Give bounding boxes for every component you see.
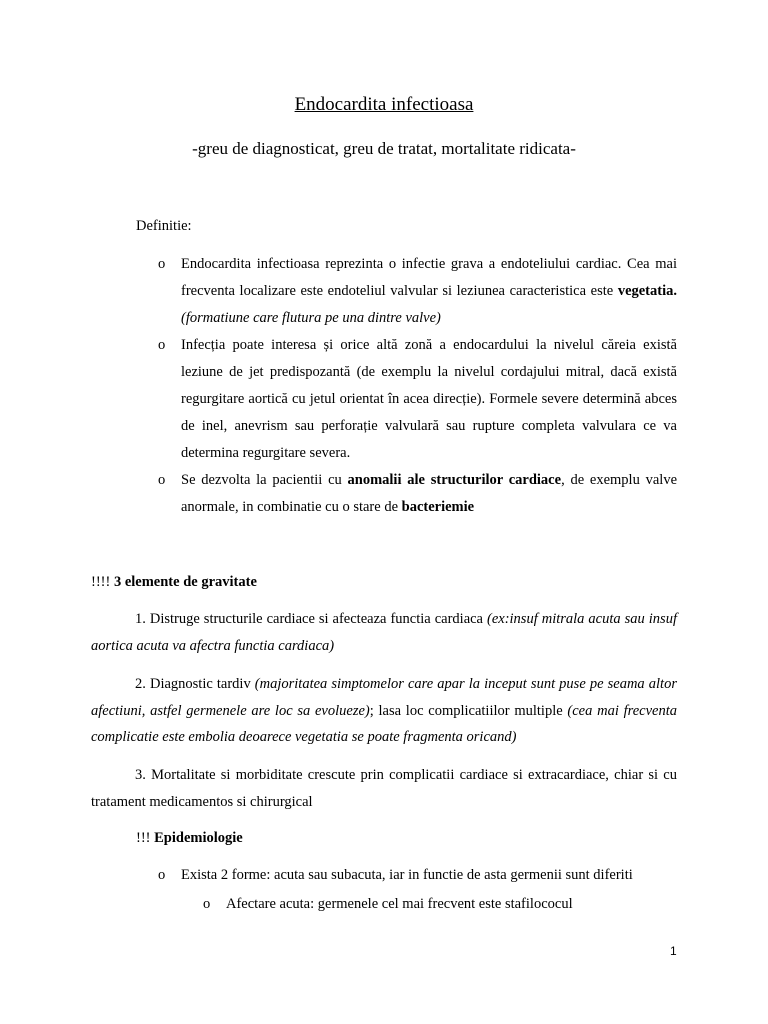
definitie-item-2-text: Infecția poate interesa și orice altă zonă a endocardului la nivelul căreia există leziune de jet predispozantă (de exemplu la nivelul cordajului mitral, dacă există regurgitare aortică cu jetul orientat în acea direcție). Formele severe determină abces de inel, anevrism sau perforație valvulară sau rupture completa valvulara ce va determina regurgitare severa. — [181, 337, 677, 461]
definitie-label: Definitie: — [136, 218, 192, 234]
gravitate-item-1 — [91, 606, 677, 659]
epidemiologie-item-1-text: Exista 2 forme: acuta sau subacuta, iar in functie de asta germenii sunt diferiti — [181, 867, 633, 883]
bullet-marker: o — [158, 256, 166, 272]
gravitate-heading-text: 3 elemente de gravitate — [113, 574, 257, 590]
epidemiologie-heading — [136, 830, 243, 847]
epidemiologie-prefix: !!! — [136, 830, 155, 846]
definitie-item-1-italic: (formatiune care flutura pe una dintre valve) — [181, 310, 441, 326]
gravitate-heading — [91, 574, 257, 591]
gravitate-item-3 — [91, 762, 677, 815]
definitie-item-1-bold: vegetatia. — [617, 283, 677, 299]
gravitate-item-3-text: 3. Mortalitate si morbiditate crescute prin complicatii cardiace si extracardiace, chiar si cu tratament medicamentos si chirurgical — [91, 767, 677, 810]
epidemiologie-subitem-1-text: Afectare acuta: germenele cel mai frecvent este stafilococul — [226, 896, 573, 912]
gravitate-item-1-text: 1. Distruge structurile cardiace si afecteaza functia cardiaca — [135, 611, 487, 627]
definitie-item-3-text-middle: , de exemplu valve anormale, in combinatie cu o stare de — [181, 472, 677, 515]
definitie-item-1 — [158, 251, 677, 332]
definitie-item-3-text-before: Se dezvolta la pacientii cu — [181, 472, 348, 488]
page-title: Endocardita infectioasa — [294, 94, 474, 115]
bullet-marker: o — [158, 867, 166, 883]
epidemiologie-item-1 — [158, 862, 677, 889]
gravitate-item-2-text: 2. Diagnostic tardiv — [135, 676, 255, 692]
gravitate-item-2-italic-2: (cea mai frecventa complicatie este embolia deoarece vegetatia se poate fragmenta oricand) — [91, 702, 677, 745]
definitie-item-3-bold-2: bacteriemie — [401, 499, 475, 515]
epidemiologie-heading-text: Epidemiologie — [154, 830, 243, 846]
gravitate-item-2 — [91, 671, 677, 751]
gravitate-item-2-text-2: ; lasa loc complicatiilor multiple — [369, 702, 568, 719]
definitie-item-3-bold-1: anomalii ale structurilor cardiace — [347, 472, 562, 488]
bullet-marker: o — [158, 337, 166, 353]
epidemiologie-subitem-1 — [203, 891, 677, 918]
definitie-item-2 — [158, 332, 677, 467]
bullet-marker: o — [158, 472, 166, 488]
bullet-marker: o — [203, 896, 211, 912]
definitie-item-3 — [158, 467, 677, 521]
page-number: 1 — [670, 944, 677, 958]
page-subtitle: -greu de diagnosticat, greu de tratat, mortalitate ridicata- — [192, 139, 576, 158]
gravitate-item-1-italic: (ex:insuf mitrala acuta sau insuf aortica acuta va afectra functia cardiaca) — [91, 611, 677, 654]
gravitate-prefix: !!!! — [91, 574, 114, 590]
definitie-item-1-text: Endocardita infectioasa reprezinta o infectie grava a endoteliului cardiac. Cea mai frecventa localizare este endoteliul valvular si leziunea caracteristica este — [181, 256, 677, 299]
gravitate-item-2-italic: (majoritatea simptomelor care apar la inceput sunt puse pe seama altor afectiuni, astfel germenele are loc sa evolueze) — [91, 676, 677, 719]
